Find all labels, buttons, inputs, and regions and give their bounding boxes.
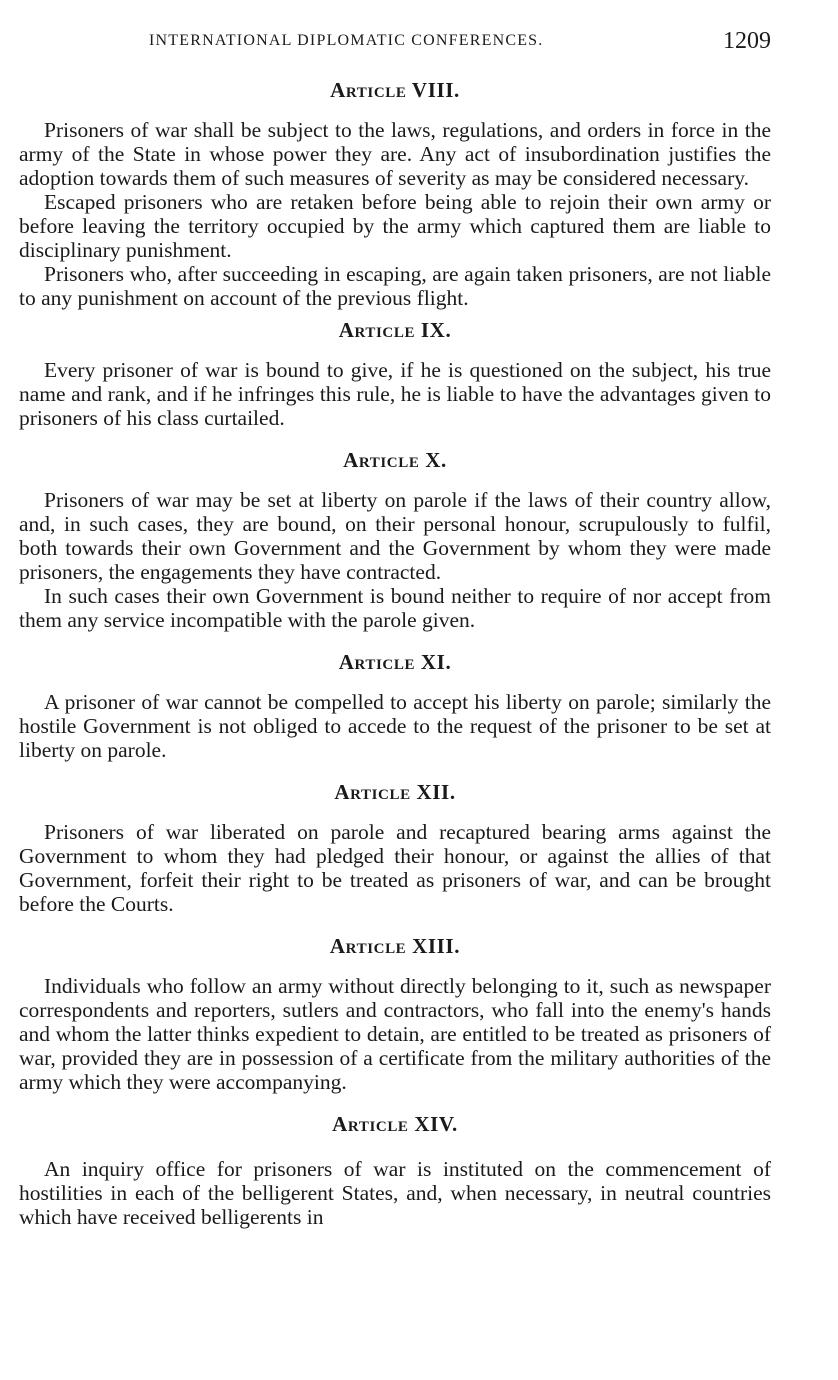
article-heading: Article XIII. — [329, 934, 461, 958]
article-ix — [19, 318, 771, 430]
article-xi — [19, 650, 771, 762]
article-paragraph: Individuals who follow an army without directly belonging to it, such as newspaper correspondents and reporters, sutlers and contractors, who fall into the enemy's hands and whom the latter thinks expedient to detain, are entitled to be treated as prisoners of war, provided they are in possession of a certificate from the military authorities of the army which they were accompanying. — [19, 974, 771, 1094]
article-heading: Article X. — [343, 448, 447, 472]
running-header — [19, 0, 771, 60]
article-heading: Article XI. — [338, 650, 452, 674]
article-heading: Article XII. — [334, 780, 456, 804]
article-xii — [19, 780, 771, 916]
article-paragraph: Prisoners who, after succeeding in escaping, are again taken prisoners, are not liable to any punishment on account of the previous flight. — [19, 262, 771, 310]
article-x — [19, 448, 771, 632]
article-paragraph: Prisoners of war liberated on parole and recaptured bearing arms against the Government to whom they had pledged their honour, or against the allies of that Government, forfeit their right to be treated as prisoners of war, and can be brought before the Courts. — [19, 820, 771, 916]
article-paragraph: Prisoners of war shall be subject to the laws, regulations, and orders in force in the army of the State in whose power they are. Any act of insubordination justifies the adoption towards them of such measures of severity as may be considered necessary. — [19, 118, 771, 190]
article-paragraph: Every prisoner of war is bound to give, if he is questioned on the subject, his true name and rank, and if he infringes this rule, he is liable to have the advantages given to prisoners of his class curtailed. — [19, 358, 771, 430]
article-heading: Article IX. — [338, 318, 452, 342]
article-xiv — [19, 1112, 771, 1229]
running-title: INTERNATIONAL DIPLOMATIC CONFERENCES. — [149, 32, 544, 49]
article-paragraph: Escaped prisoners who are retaken before being able to rejoin their own army or before leaving the territory occupied by the army which captured them are liable to disciplinary punishment. — [19, 190, 771, 262]
article-paragraph: Prisoners of war may be set at liberty on parole if the laws of their country allow, and, in such cases, they are bound, on their personal honour, scrupulously to fulfil, both towards their own Government and the Government by whom they were made prisoners, the engagements they have contracted. — [19, 488, 771, 584]
article-heading: Article VIII. — [330, 78, 460, 102]
article-viii — [19, 78, 771, 310]
document-page — [19, 0, 771, 1229]
article-paragraph: In such cases their own Government is bound neither to require of nor accept from them any service incompatible with the parole given. — [19, 584, 771, 632]
article-heading: Article XIV. — [332, 1112, 458, 1136]
article-xiii — [19, 934, 771, 1094]
page-number: 1209 — [723, 28, 771, 54]
article-paragraph: An inquiry office for prisoners of war is instituted on the commencement of hostilities in each of the belligerent States, and, when necessary, in neutral countries which have received belligerents in — [19, 1157, 771, 1229]
article-paragraph: A prisoner of war cannot be compelled to accept his liberty on parole; similarly the hostile Government is not obliged to accede to the request of the prisoner to be set at liberty on parole. — [19, 690, 771, 762]
